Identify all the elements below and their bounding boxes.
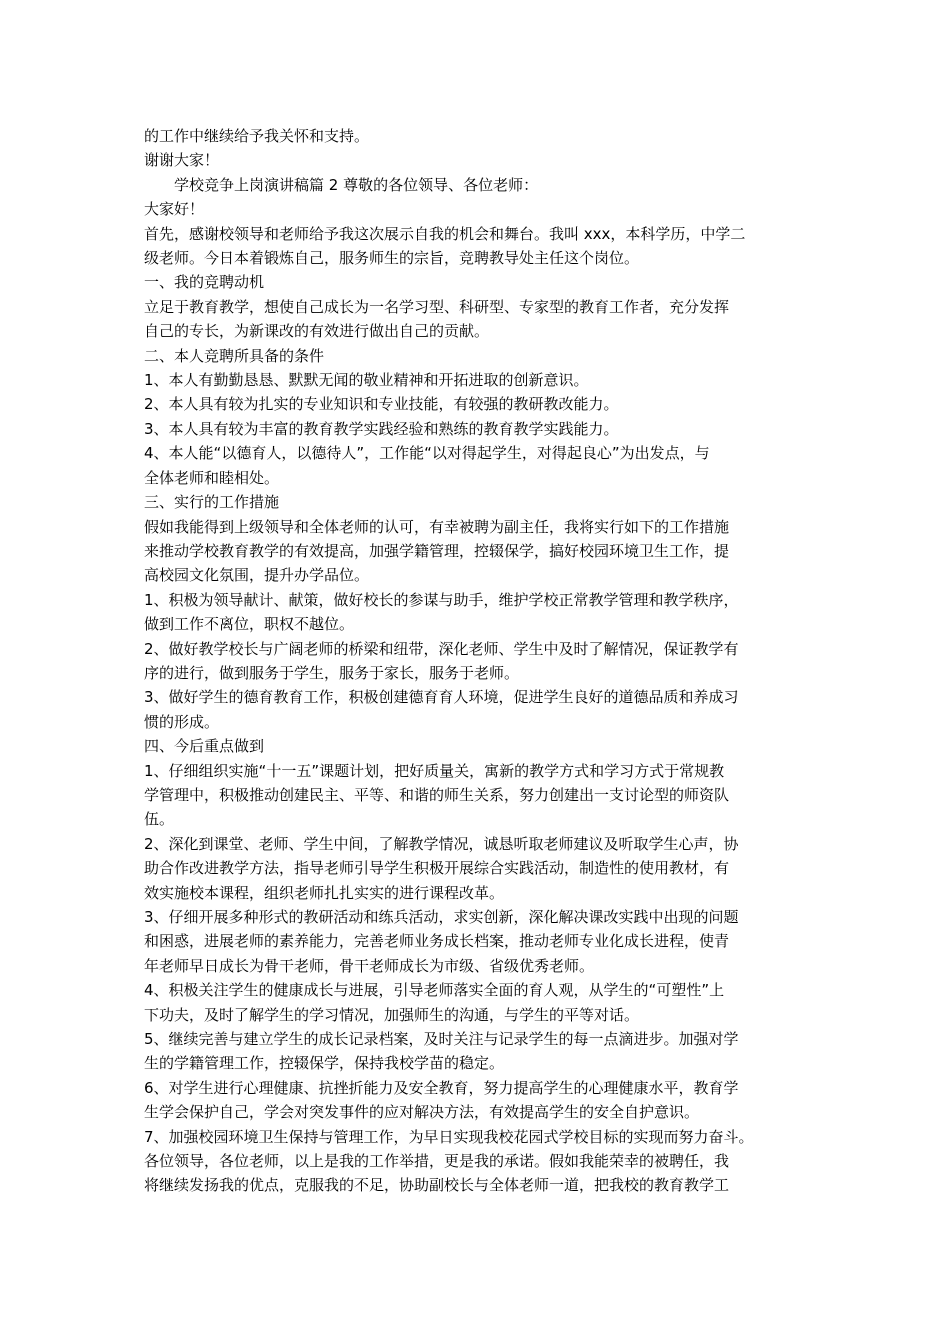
text-line: 效实施校本课程，组织老师扎扎实实的进行课程改革。: [144, 883, 505, 902]
text-line: 立足于教育教学，想使自己成长为一名学习型、科研型、专家型的教育工作者，充分发挥: [144, 297, 730, 316]
text-line: 将继续发扬我的优点，克服我的不足，协助副校长与全体老师一道，把我校的教育教学工: [144, 1176, 730, 1195]
text-line: 和困惑，进展老师的素养能力，完善老师业务成长档案，推动老师专业化成长进程，使青: [144, 932, 730, 951]
text-line: 4、积极关注学生的健康成长与进展，引导老师落实全面的育人观，从学生的“可塑性”上: [144, 981, 725, 1000]
text-line: 各位领导，各位老师，以上是我的工作举措，更是我的承诺。假如我能荣幸的被聘任，我: [144, 1152, 730, 1171]
text-line: 生的学籍管理工作，控辍保学，保持我校学苗的稳定。: [144, 1054, 505, 1073]
text-line: 1、仔细组织实施“十一五”课题计划，把好质量关，寓新的教学方式和学习方式于常规教: [144, 761, 725, 780]
heading: 一、我的竞聘动机: [144, 273, 265, 292]
text-line: 自己的专长，为新课改的有效进行做出自己的贡献。: [144, 322, 490, 341]
text-line: 首先，感谢校领导和老师给予我这次展示自我的机会和舞台。我叫 xxx，本科学历，中学二: [144, 224, 746, 243]
heading: 二、本人竞聘所具备的条件: [144, 346, 325, 365]
text-line: 年老师早日成长为骨干老师，骨干老师成长为市级、省级优秀老师。: [144, 956, 595, 975]
text-line: 3、本人具有较为丰富的教育教学实践经验和熟练的教育教学实践能力。: [144, 419, 619, 438]
text-line: 伍。: [144, 810, 175, 829]
text-line: 2、深化到课堂、老师、学生中间，了解教学情况，诚恳听取老师建议及听取学生心声，协: [144, 834, 739, 853]
text-line: 3、仔细开展多种形式的教研活动和练兵活动，求实创新，深化解决课改实践中出现的问题: [144, 908, 739, 926]
text-line: 全体老师和睦相处。: [144, 468, 280, 487]
text-line: 高校园文化氛围，提升办学品位。: [144, 566, 370, 585]
text-line: 3、做好学生的德育教育工作，积极创建德育育人环境，促进学生良好的道德品质和养成习: [144, 688, 739, 707]
text-line: 2、本人具有较为扎实的专业知识和专业技能，有较强的教研教改能力。: [144, 395, 619, 414]
text-line: 1、本人有勤勤恳恳、默默无闻的敬业精神和开拓进取的创新意识。: [144, 371, 589, 390]
text-line: 助合作改进教学方法，指导老师引导学生积极开展综合实践活动，制造性的使用教材，有: [144, 859, 730, 878]
text-line: 的工作中继续给予我关怀和支持。: [144, 127, 370, 145]
text-line: 级老师。今日本着锻炼自己，服务师生的宗旨，竞聘教导处主任这个岗位。: [144, 249, 640, 268]
document-body: [144, 124, 814, 1198]
text-line: 下功夫，及时了解学生的学习情况，加强师生的沟通，与学生的平等对话。: [144, 1005, 640, 1024]
text-line: 来推动学校教育教学的有效提高，加强学籍管理，控辍保学，搞好校园环境卫生工作，提: [144, 541, 730, 560]
text-line: 4、本人能“以德育人，以德待人”，工作能“以对得起学生，对得起良心”为出发点，与: [144, 444, 710, 463]
text-line: 谢谢大家！: [144, 151, 220, 170]
text-line: 2、做好教学校长与广阔老师的桥梁和纽带，深化老师、学生中及时了解情况，保证教学有: [144, 639, 739, 658]
text-line: 生学会保护自己，学会对突发事件的应对解决方法，有效提高学生的安全自护意识。: [144, 1103, 700, 1122]
text-line: 假如我能得到上级领导和全体老师的认可，有幸被聘为副主任，我将实行如下的工作措施: [144, 517, 730, 536]
text-line: 学管理中，积极推动创建民主、平等、和谐的师生关系，努力创建出一支讨论型的师资队: [144, 785, 730, 804]
text-line: 1、积极为领导献计、献策，做好校长的参谋与助手，维护学校正常教学管理和教学秩序，: [144, 590, 739, 609]
text-line: 大家好！: [144, 200, 205, 219]
text-line: 做到工作不离位，职权不越位。: [144, 615, 355, 634]
text-line: 惯的形成。: [144, 712, 220, 731]
text-line: 7、加强校园环境卫生保持与管理工作，为早日实现我校花园式学校目标的实现而努力奋斗。: [144, 1127, 754, 1146]
heading: 三、实行的工作措施: [144, 493, 280, 512]
text-line: 5、继续完善与建立学生的成长记录档案，及时关注与记录学生的每一点滴进步。加强对学: [144, 1030, 739, 1049]
section-title: 学校竞争上岗演讲稿篇 2 尊敬的各位领导、各位老师：: [174, 175, 539, 194]
text-line: 6、对学生进行心理健康、抗挫折能力及安全教育，努力提高学生的心理健康水平，教育学: [144, 1078, 739, 1097]
text-line: 序的进行，做到服务于学生，服务于家长，服务于老师。: [144, 663, 520, 682]
heading: 四、今后重点做到: [144, 737, 265, 756]
